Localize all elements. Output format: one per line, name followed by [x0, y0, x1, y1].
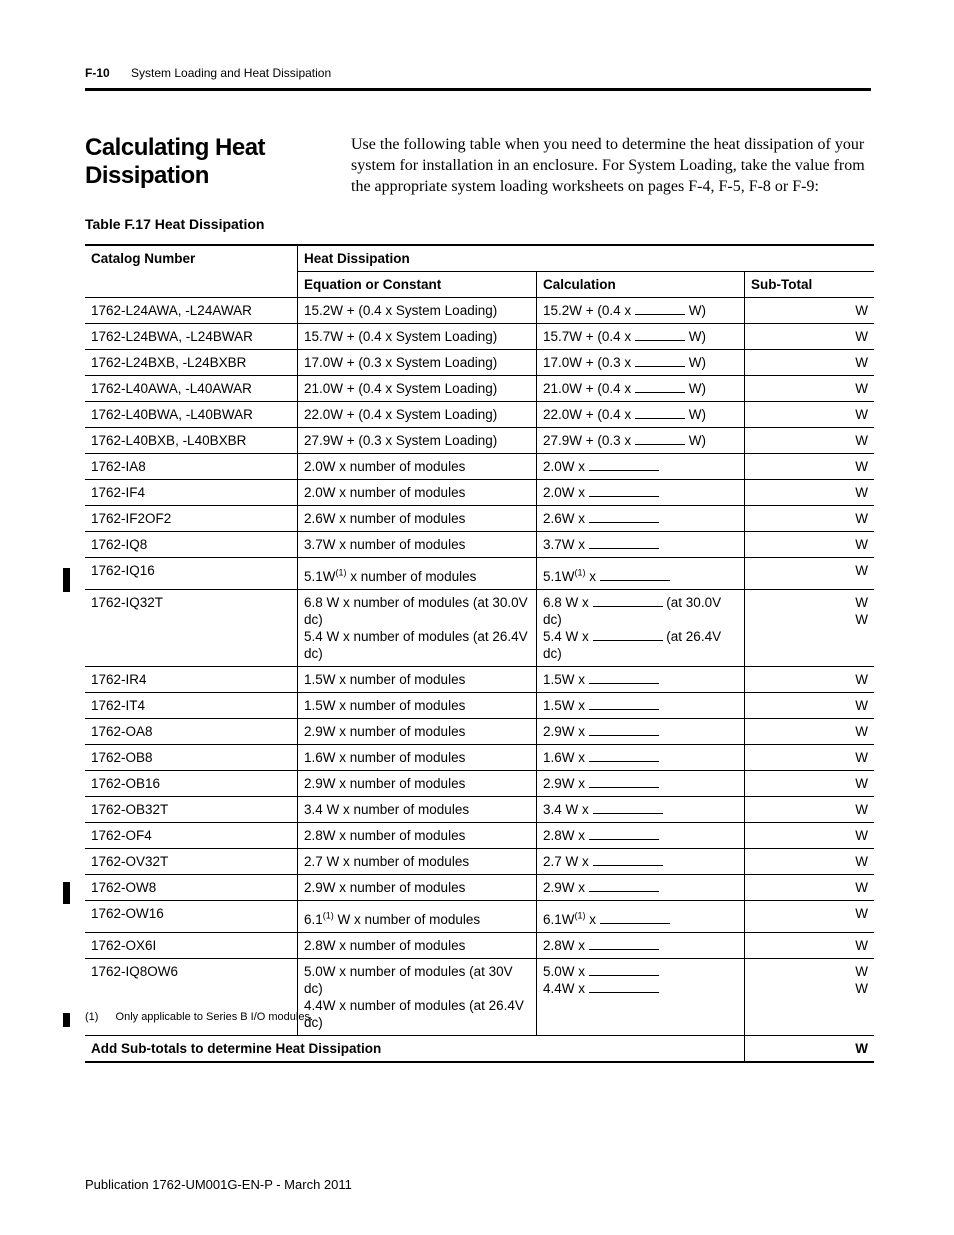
- footnote-ref: (1): [574, 567, 586, 578]
- footnote-number: (1): [85, 1011, 99, 1023]
- unit: W: [855, 802, 868, 817]
- calc-end: W): [688, 407, 706, 422]
- blank-line: [589, 512, 659, 523]
- equation-cell: [298, 797, 537, 823]
- catalog-number: 1762-IQ8: [85, 532, 298, 558]
- subtotal-cell[interactable]: [745, 959, 875, 1036]
- table-row: [85, 693, 874, 719]
- table-row: [85, 823, 874, 849]
- calculation-cell[interactable]: [537, 532, 745, 558]
- unit: W: [855, 854, 868, 869]
- calculation-cell[interactable]: [537, 402, 745, 428]
- header-rule: [85, 88, 871, 91]
- calculation-cell[interactable]: [537, 771, 745, 797]
- footnote: [85, 1011, 313, 1023]
- catalog-number: 1762-IA8: [85, 454, 298, 480]
- unit: W: [855, 355, 868, 370]
- equation-text: 2.8W x number of modules: [304, 828, 466, 843]
- col-calculation-header: Calculation: [537, 272, 745, 298]
- calc-text: 15.7W + (0.4 x: [543, 329, 632, 344]
- catalog-number: 1762-OB8: [85, 745, 298, 771]
- catalog-number: 1762-OW8: [85, 875, 298, 901]
- table-row: [85, 797, 874, 823]
- equation-line: 4.4W x number of modules (at 26.4V dc): [304, 998, 524, 1030]
- catalog-number: 1762-OF4: [85, 823, 298, 849]
- calculation-cell[interactable]: [537, 959, 745, 1036]
- equation-line: 5.0W x number of modules (at 30V dc): [304, 964, 513, 996]
- unit: W: [855, 698, 868, 713]
- calculation-cell[interactable]: [537, 298, 745, 324]
- subtotal-cell[interactable]: [745, 506, 875, 532]
- equation-cell: [298, 480, 537, 506]
- equation-cell: [298, 532, 537, 558]
- equation-cell: [298, 849, 537, 875]
- catalog-number: 1762-OX6I: [85, 933, 298, 959]
- unit: W: [855, 938, 868, 953]
- blank-line: [589, 939, 659, 950]
- page-title: Calculating Heat Dissipation: [85, 134, 266, 189]
- calc-end: (at 26.4V dc): [543, 629, 722, 661]
- equation-text: 2.9W x number of modules: [304, 776, 466, 791]
- catalog-number: 1762-L24BWA, -L24BWAR: [85, 324, 298, 350]
- blank-line: [589, 829, 659, 840]
- unit: W: [855, 595, 868, 610]
- table-row: [85, 590, 874, 667]
- equation-text: 2.9W x number of modules: [304, 880, 466, 895]
- col-catalog-header: Catalog Number: [85, 245, 298, 298]
- equation-text: 15.7W + (0.4 x System Loading): [304, 329, 498, 344]
- calc-text: 4.4W x: [543, 981, 586, 996]
- blank-line: [600, 913, 670, 924]
- calc-text: x: [589, 912, 597, 927]
- calc-end: (at 30.0V dc): [543, 595, 722, 627]
- section-title: System Loading and Heat Dissipation: [131, 66, 332, 80]
- table-row: [85, 350, 874, 376]
- calc-end: W): [688, 433, 706, 448]
- equation-cell: [298, 875, 537, 901]
- unit: W: [855, 329, 868, 344]
- equation-line: 5.4 W x number of modules (at 26.4V dc): [304, 629, 528, 661]
- unit: W: [855, 407, 868, 422]
- catalog-number: 1762-L24AWA, -L24AWAR: [85, 298, 298, 324]
- subtotal-cell[interactable]: [745, 745, 875, 771]
- unit: W: [855, 511, 868, 526]
- subtotal-cell[interactable]: [745, 771, 875, 797]
- catalog-number: 1762-OB32T: [85, 797, 298, 823]
- equation-cell: [298, 402, 537, 428]
- change-bar: [63, 568, 70, 592]
- subtotal-cell[interactable]: [745, 590, 875, 667]
- calculation-cell[interactable]: [537, 350, 745, 376]
- blank-line: [589, 460, 659, 471]
- catalog-number: 1762-L40AWA, -L40AWAR: [85, 376, 298, 402]
- calc-text: 5.4 W x: [543, 629, 589, 644]
- calc-text: 15.2W + (0.4 x: [543, 303, 632, 318]
- unit: W: [855, 433, 868, 448]
- blank-line: [589, 751, 659, 762]
- running-header: [85, 66, 331, 80]
- unit: W: [855, 563, 868, 578]
- blank-line: [589, 982, 659, 993]
- subtotal-cell[interactable]: [745, 402, 875, 428]
- subtotal-cell[interactable]: [745, 480, 875, 506]
- equation-text: 15.2W + (0.4 x System Loading): [304, 303, 498, 318]
- table-row: [85, 298, 874, 324]
- blank-line: [593, 855, 663, 866]
- footnote-ref: (1): [335, 567, 347, 578]
- equation-cell: [298, 771, 537, 797]
- unit: W: [855, 981, 868, 996]
- equation-cell: [298, 745, 537, 771]
- calc-end: W): [688, 355, 706, 370]
- calculation-cell[interactable]: [537, 693, 745, 719]
- calc-text: 2.0W x: [543, 485, 586, 500]
- calc-text: 5.1W: [543, 569, 575, 584]
- calculation-cell[interactable]: [537, 454, 745, 480]
- subtotal-cell[interactable]: [745, 376, 875, 402]
- col-subtotal-header: Sub-Total: [745, 272, 875, 298]
- equation-text: W x number of modules: [337, 912, 481, 927]
- calculation-cell[interactable]: [537, 823, 745, 849]
- blank-line: [589, 777, 659, 788]
- total-row: [85, 1036, 874, 1063]
- catalog-number: 1762-IQ16: [85, 558, 298, 590]
- unit: W: [855, 906, 868, 921]
- blank-line: [589, 486, 659, 497]
- calc-text: x: [589, 569, 597, 584]
- table-row: [85, 324, 874, 350]
- equation-line: 6.8 W x number of modules (at 30.0V dc): [304, 595, 528, 627]
- table-row: [85, 402, 874, 428]
- change-bar: [63, 882, 70, 904]
- blank-line: [635, 304, 685, 315]
- calc-end: W): [688, 303, 706, 318]
- equation-text: x number of modules: [350, 569, 477, 584]
- equation-text: 2.7 W x number of modules: [304, 854, 470, 869]
- equation-text: 3.7W x number of modules: [304, 537, 466, 552]
- catalog-number: 1762-OV32T: [85, 849, 298, 875]
- footnote-ref: (1): [574, 910, 586, 921]
- equation-cell: [298, 823, 537, 849]
- calc-text: 6.1W: [543, 912, 575, 927]
- footnote-ref: (1): [322, 910, 334, 921]
- calculation-cell[interactable]: [537, 558, 745, 590]
- table-row: [85, 901, 874, 933]
- calc-text: 2.9W x: [543, 880, 586, 895]
- equation-cell: [298, 959, 537, 1036]
- blank-line: [593, 803, 663, 814]
- calculation-cell[interactable]: [537, 480, 745, 506]
- table-caption: Table F.17 Heat Dissipation: [85, 216, 265, 232]
- calc-text: 1.5W x: [543, 672, 586, 687]
- subtotal-cell[interactable]: [745, 901, 875, 933]
- calculation-cell[interactable]: [537, 376, 745, 402]
- catalog-number: 1762-OA8: [85, 719, 298, 745]
- calc-text: 1.6W x: [543, 750, 586, 765]
- calc-text: 2.8W x: [543, 828, 586, 843]
- unit: W: [855, 880, 868, 895]
- heat-dissipation-table: [85, 244, 874, 1063]
- calculation-cell[interactable]: [537, 667, 745, 693]
- change-bar: [63, 1013, 70, 1027]
- unit: W: [855, 964, 868, 979]
- equation-text: 2.0W x number of modules: [304, 485, 466, 500]
- table-row: [85, 875, 874, 901]
- calculation-cell[interactable]: [537, 428, 745, 454]
- table-row: [85, 959, 874, 1036]
- catalog-number: 1762-IT4: [85, 693, 298, 719]
- equation-cell: [298, 558, 537, 590]
- unit: W: [855, 612, 868, 627]
- equation-cell: [298, 428, 537, 454]
- catalog-number: 1762-OW16: [85, 901, 298, 933]
- catalog-number: 1762-OB16: [85, 771, 298, 797]
- equation-text: 1.5W x number of modules: [304, 698, 466, 713]
- calc-text: 3.7W x: [543, 537, 586, 552]
- blank-line: [593, 630, 663, 641]
- calc-text: 2.9W x: [543, 724, 586, 739]
- calc-end: W): [688, 381, 706, 396]
- equation-text: 21.0W + (0.4 x System Loading): [304, 381, 498, 396]
- calc-text: 5.0W x: [543, 964, 586, 979]
- unit: W: [855, 750, 868, 765]
- subtotal-cell[interactable]: [745, 428, 875, 454]
- unit: W: [855, 776, 868, 791]
- equation-text: 17.0W + (0.3 x System Loading): [304, 355, 498, 370]
- catalog-number: 1762-IQ32T: [85, 590, 298, 667]
- blank-line: [593, 596, 663, 607]
- subtotal-cell[interactable]: [745, 875, 875, 901]
- blank-line: [589, 725, 659, 736]
- footnote-text: Only applicable to Series B I/O modules.: [115, 1011, 313, 1023]
- equation-cell: [298, 693, 537, 719]
- equation-cell: [298, 350, 537, 376]
- calculation-cell[interactable]: [537, 590, 745, 667]
- equation-text: 22.0W + (0.4 x System Loading): [304, 407, 498, 422]
- total-label: Add Sub-totals to determine Heat Dissipation: [85, 1036, 745, 1063]
- blank-line: [589, 538, 659, 549]
- calculation-cell[interactable]: [537, 901, 745, 933]
- catalog-number: 1762-IF4: [85, 480, 298, 506]
- equation-text: 2.0W x number of modules: [304, 459, 466, 474]
- calculation-cell[interactable]: [537, 324, 745, 350]
- unit: W: [855, 381, 868, 396]
- equation-text: 1.5W x number of modules: [304, 672, 466, 687]
- subtotal-cell[interactable]: [745, 298, 875, 324]
- intro-paragraph: Use the following table when you need to determine the heat dissipation of your system for installation in an enclosure. For System Loading, take the value from the appropriate system loading worksheets on pages F-4, F-5, F-8 or F-9:: [351, 136, 865, 195]
- blank-line: [589, 965, 659, 976]
- subtotal-cell[interactable]: [745, 324, 875, 350]
- calculation-cell[interactable]: [537, 849, 745, 875]
- col-heat-header: Heat Dissipation: [298, 245, 875, 272]
- catalog-number: 1762-IR4: [85, 667, 298, 693]
- table-row: [85, 849, 874, 875]
- table-row: [85, 480, 874, 506]
- calculation-cell[interactable]: [537, 745, 745, 771]
- equation-text: 1.6W x number of modules: [304, 750, 466, 765]
- table-row: [85, 719, 874, 745]
- calc-end: W): [688, 329, 706, 344]
- catalog-number: 1762-IF2OF2: [85, 506, 298, 532]
- calculation-cell[interactable]: [537, 875, 745, 901]
- catalog-number: 1762-L40BXB, -L40BXBR: [85, 428, 298, 454]
- table-row: [85, 506, 874, 532]
- col-equation-header: Equation or Constant: [298, 272, 537, 298]
- blank-line: [589, 673, 659, 684]
- subtotal-cell[interactable]: [745, 532, 875, 558]
- equation-cell: [298, 376, 537, 402]
- equation-text: 2.6W x number of modules: [304, 511, 466, 526]
- calc-text: 3.4 W x: [543, 802, 589, 817]
- table-row: [85, 428, 874, 454]
- table-row: [85, 558, 874, 590]
- unit: W: [855, 537, 868, 552]
- equation-text: 2.9W x number of modules: [304, 724, 466, 739]
- table-row: [85, 745, 874, 771]
- equation-text: 3.4 W x number of modules: [304, 802, 470, 817]
- table-row: [85, 667, 874, 693]
- subtotal-cell[interactable]: [745, 933, 875, 959]
- subtotal-cell[interactable]: [745, 558, 875, 590]
- blank-line: [635, 408, 685, 419]
- equation-text: 2.8W x number of modules: [304, 938, 466, 953]
- table-body: [85, 298, 874, 1036]
- unit: W: [855, 828, 868, 843]
- blank-line: [635, 330, 685, 341]
- calc-text: 17.0W + (0.3 x: [543, 355, 632, 370]
- catalog-number: 1762-L40BWA, -L40BWAR: [85, 402, 298, 428]
- subtotal-cell[interactable]: [745, 454, 875, 480]
- calc-text: 21.0W + (0.4 x: [543, 381, 632, 396]
- page-number: F-10: [85, 66, 110, 80]
- calculation-cell[interactable]: [537, 719, 745, 745]
- table-row: [85, 933, 874, 959]
- calc-text: 2.6W x: [543, 511, 586, 526]
- table-row: [85, 532, 874, 558]
- table-row: [85, 454, 874, 480]
- equation-cell: [298, 719, 537, 745]
- calc-text: 6.8 W x: [543, 595, 589, 610]
- blank-line: [589, 881, 659, 892]
- equation-cell: [298, 298, 537, 324]
- publication-footer: Publication 1762-UM001G-EN-P - March 2011: [85, 1177, 352, 1192]
- subtotal-cell[interactable]: [745, 350, 875, 376]
- calc-text: 2.9W x: [543, 776, 586, 791]
- catalog-number: 1762-IQ8OW6: [85, 959, 298, 1036]
- blank-line: [635, 434, 685, 445]
- equation-cell: [298, 324, 537, 350]
- calc-text: 22.0W + (0.4 x: [543, 407, 632, 422]
- calc-text: 2.0W x: [543, 459, 586, 474]
- equation-cell: [298, 454, 537, 480]
- subtotal-cell[interactable]: [745, 667, 875, 693]
- subtotal-cell[interactable]: [745, 693, 875, 719]
- blank-line: [635, 382, 685, 393]
- unit: W: [855, 303, 868, 318]
- subtotal-cell[interactable]: [745, 849, 875, 875]
- equation-text: 5.1W: [304, 569, 336, 584]
- unit: W: [855, 672, 868, 687]
- total-unit: W: [745, 1036, 875, 1063]
- subtotal-cell[interactable]: [745, 823, 875, 849]
- unit: W: [855, 459, 868, 474]
- calculation-cell[interactable]: [537, 506, 745, 532]
- equation-cell: [298, 667, 537, 693]
- blank-line: [600, 570, 670, 581]
- table-row: [85, 376, 874, 402]
- calc-text: 1.5W x: [543, 698, 586, 713]
- equation-cell: [298, 901, 537, 933]
- equation-text: 6.1: [304, 912, 323, 927]
- subtotal-cell[interactable]: [745, 719, 875, 745]
- table-header-row: [85, 245, 874, 272]
- calc-text: 2.8W x: [543, 938, 586, 953]
- equation-cell: [298, 933, 537, 959]
- unit: W: [855, 724, 868, 739]
- equation-cell: [298, 506, 537, 532]
- blank-line: [589, 699, 659, 710]
- calculation-cell[interactable]: [537, 933, 745, 959]
- calc-text: 2.7 W x: [543, 854, 589, 869]
- calculation-cell[interactable]: [537, 797, 745, 823]
- equation-text: 27.9W + (0.3 x System Loading): [304, 433, 498, 448]
- calc-text: 27.9W + (0.3 x: [543, 433, 632, 448]
- catalog-number: 1762-L24BXB, -L24BXBR: [85, 350, 298, 376]
- blank-line: [635, 356, 685, 367]
- unit: W: [855, 485, 868, 500]
- table-row: [85, 771, 874, 797]
- subtotal-cell[interactable]: [745, 797, 875, 823]
- equation-cell: [298, 590, 537, 667]
